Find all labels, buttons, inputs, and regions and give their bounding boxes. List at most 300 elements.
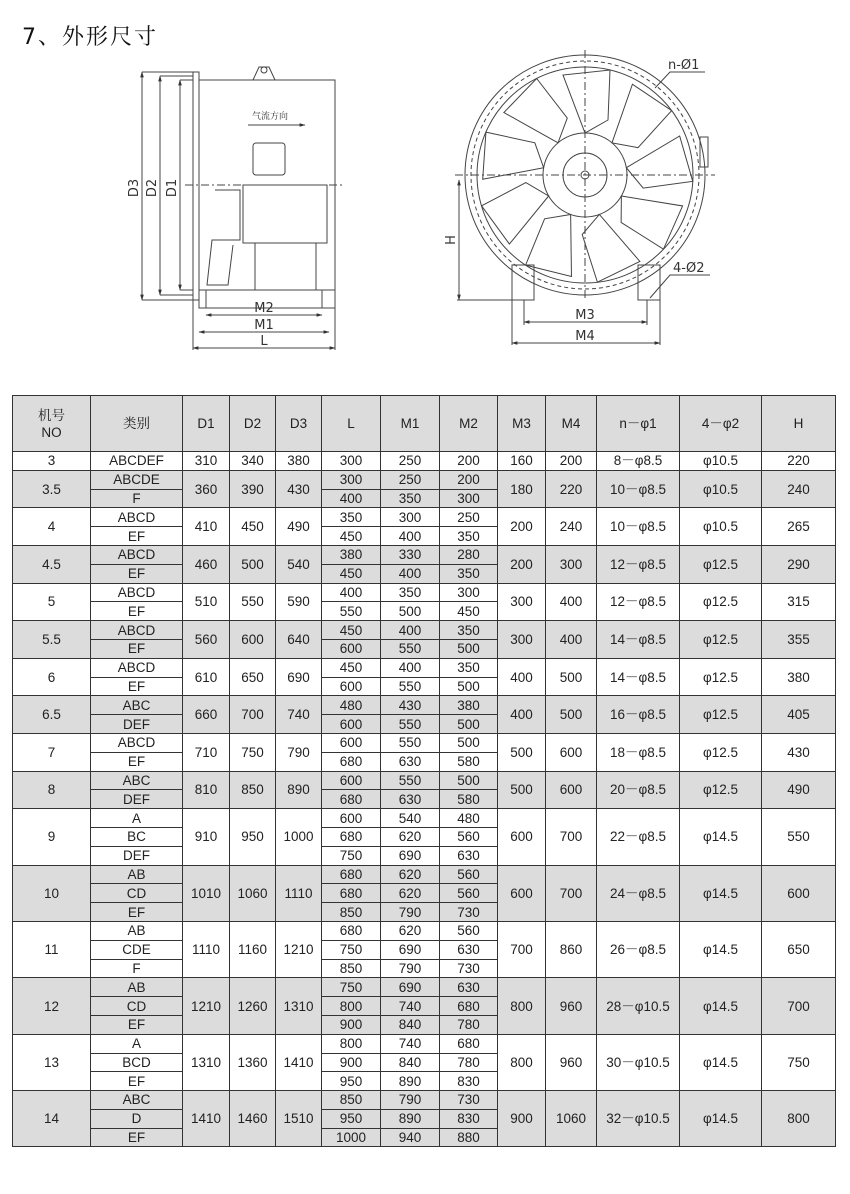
- cell-m1: 550: [381, 771, 440, 790]
- header-d1: D1: [183, 396, 230, 452]
- cell-d2: 1160: [230, 921, 276, 977]
- cell-m1: 840: [381, 1053, 440, 1072]
- cell-l: 480: [322, 696, 381, 715]
- cell-l: 380: [322, 545, 381, 564]
- cell-no: 10: [13, 865, 91, 921]
- front-view: [455, 50, 715, 345]
- cell-l: 450: [322, 621, 381, 640]
- cell-m3: 500: [498, 733, 546, 771]
- cell-d3: 490: [276, 508, 322, 546]
- cell-m2: 280: [440, 545, 498, 564]
- dim-4-phi2: 4-Ø2: [673, 261, 705, 276]
- table-row: [13, 583, 836, 602]
- cell-m3: 800: [498, 978, 546, 1034]
- cell-m1: 550: [381, 639, 440, 658]
- cell-l: 600: [322, 677, 381, 696]
- cell-m2: 780: [440, 1053, 498, 1072]
- cell-type: ABC: [91, 696, 183, 715]
- cell-l: 800: [322, 997, 381, 1016]
- table-row: [13, 1034, 836, 1053]
- dim-d3: D3: [127, 178, 142, 198]
- cell-m1: 620: [381, 921, 440, 940]
- cell-n-phi1: 26－φ8.5: [597, 921, 680, 977]
- cell-m1: 690: [381, 846, 440, 865]
- cell-h: 405: [762, 696, 836, 734]
- cell-d2: 1360: [230, 1034, 276, 1090]
- cell-m1: 630: [381, 790, 440, 809]
- dim-m3: M3: [575, 308, 595, 323]
- cell-l: 850: [322, 903, 381, 922]
- cell-no: 5.5: [13, 621, 91, 659]
- cell-m2: 350: [440, 658, 498, 677]
- table-row: [13, 771, 836, 790]
- cell-4-phi2: φ10.5: [680, 508, 762, 546]
- cell-no: 7: [13, 733, 91, 771]
- cell-m4: 860: [546, 921, 597, 977]
- cell-d2: 1460: [230, 1091, 276, 1147]
- cell-m2: 880: [440, 1128, 498, 1147]
- cell-m2: 630: [440, 978, 498, 997]
- cell-type: ABCD: [91, 545, 183, 564]
- cell-type: ABCDEF: [91, 452, 183, 471]
- cell-m2: 830: [440, 1109, 498, 1128]
- cell-4-phi2: φ10.5: [680, 452, 762, 471]
- table-row: [13, 508, 836, 527]
- cell-no: 3.5: [13, 470, 91, 508]
- cell-n-phi1: 10－φ8.5: [597, 508, 680, 546]
- cell-l: 300: [322, 452, 381, 471]
- cell-d2: 1060: [230, 865, 276, 921]
- cell-d2: 650: [230, 658, 276, 696]
- cell-m3: 400: [498, 696, 546, 734]
- cell-d1: 560: [183, 621, 230, 659]
- cell-type: EF: [91, 1128, 183, 1147]
- cell-m2: 830: [440, 1072, 498, 1091]
- cell-n-phi1: 14－φ8.5: [597, 621, 680, 659]
- cell-type: CD: [91, 997, 183, 1016]
- cell-m2: 560: [440, 865, 498, 884]
- cell-l: 400: [322, 489, 381, 508]
- cell-4-phi2: φ12.5: [680, 545, 762, 583]
- cell-4-phi2: φ14.5: [680, 809, 762, 865]
- cell-l: 800: [322, 1034, 381, 1053]
- cell-l: 750: [322, 940, 381, 959]
- table-row: [13, 658, 836, 677]
- cell-d2: 340: [230, 452, 276, 471]
- cell-m1: 400: [381, 621, 440, 640]
- cell-d3: 1410: [276, 1034, 322, 1090]
- cell-h: 430: [762, 733, 836, 771]
- cell-m1: 250: [381, 452, 440, 471]
- dim-m1: M1: [254, 318, 274, 333]
- cell-type: EF: [91, 903, 183, 922]
- cell-type: AB: [91, 865, 183, 884]
- cell-m2: 300: [440, 583, 498, 602]
- cell-d1: 1110: [183, 921, 230, 977]
- cell-d1: 310: [183, 452, 230, 471]
- cell-m4: 300: [546, 545, 597, 583]
- cell-l: 750: [322, 978, 381, 997]
- cell-l: 550: [322, 602, 381, 621]
- cell-m1: 940: [381, 1128, 440, 1147]
- cell-d1: 610: [183, 658, 230, 696]
- header-type: 类别: [91, 396, 183, 452]
- cell-m1: 350: [381, 489, 440, 508]
- table-row: [13, 733, 836, 752]
- table-body: [13, 452, 836, 1147]
- cell-l: 600: [322, 809, 381, 828]
- cell-m2: 350: [440, 527, 498, 546]
- cell-4-phi2: φ12.5: [680, 733, 762, 771]
- cell-m2: 480: [440, 809, 498, 828]
- cell-l: 850: [322, 959, 381, 978]
- cell-m1: 620: [381, 865, 440, 884]
- cell-m1: 890: [381, 1109, 440, 1128]
- cell-no: 3: [13, 452, 91, 471]
- cell-m2: 680: [440, 997, 498, 1016]
- cell-m1: 690: [381, 978, 440, 997]
- cell-m1: 740: [381, 997, 440, 1016]
- cell-h: 600: [762, 865, 836, 921]
- cell-m4: 500: [546, 696, 597, 734]
- cell-h: 315: [762, 583, 836, 621]
- cell-h: 490: [762, 771, 836, 809]
- cell-m1: 430: [381, 696, 440, 715]
- header-no: 机号 NO: [13, 396, 91, 452]
- cell-n-phi1: 20－φ8.5: [597, 771, 680, 809]
- cell-l: 600: [322, 715, 381, 734]
- cell-n-phi1: 14－φ8.5: [597, 658, 680, 696]
- cell-m2: 580: [440, 752, 498, 771]
- cell-4-phi2: φ14.5: [680, 865, 762, 921]
- cell-n-phi1: 22－φ8.5: [597, 809, 680, 865]
- cell-type: CD: [91, 884, 183, 903]
- cell-m4: 200: [546, 452, 597, 471]
- cell-n-phi1: 10－φ8.5: [597, 470, 680, 508]
- cell-type: ABC: [91, 1091, 183, 1110]
- cell-l: 400: [322, 583, 381, 602]
- cell-m3: 180: [498, 470, 546, 508]
- cell-m2: 560: [440, 884, 498, 903]
- cell-d2: 700: [230, 696, 276, 734]
- cell-n-phi1: 28－φ10.5: [597, 978, 680, 1034]
- cell-type: D: [91, 1109, 183, 1128]
- cell-l: 750: [322, 846, 381, 865]
- dim-m2: M2: [254, 301, 274, 316]
- table-row: [13, 1091, 836, 1110]
- cell-l: 900: [322, 1015, 381, 1034]
- cell-no: 6: [13, 658, 91, 696]
- cell-h: 650: [762, 921, 836, 977]
- dim-h: H: [444, 235, 459, 245]
- table-row: [13, 621, 836, 640]
- cell-l: 680: [322, 827, 381, 846]
- cell-type: F: [91, 489, 183, 508]
- cell-m1: 330: [381, 545, 440, 564]
- cell-l: 680: [322, 790, 381, 809]
- cell-m4: 400: [546, 621, 597, 659]
- cell-n-phi1: 24－φ8.5: [597, 865, 680, 921]
- table-row: [13, 921, 836, 940]
- cell-4-phi2: φ14.5: [680, 1034, 762, 1090]
- table-row: [13, 809, 836, 828]
- cell-m2: 200: [440, 452, 498, 471]
- cell-m3: 700: [498, 921, 546, 977]
- cell-m1: 400: [381, 658, 440, 677]
- cell-type: ABC: [91, 771, 183, 790]
- cell-d3: 1210: [276, 921, 322, 977]
- cell-m2: 350: [440, 564, 498, 583]
- cell-m1: 250: [381, 470, 440, 489]
- cell-4-phi2: φ14.5: [680, 921, 762, 977]
- cell-d2: 390: [230, 470, 276, 508]
- cell-m1: 300: [381, 508, 440, 527]
- cell-d1: 660: [183, 696, 230, 734]
- cell-m4: 600: [546, 771, 597, 809]
- cell-h: 380: [762, 658, 836, 696]
- cell-m3: 200: [498, 508, 546, 546]
- cell-m1: 500: [381, 602, 440, 621]
- cell-type: AB: [91, 921, 183, 940]
- cell-m1: 790: [381, 903, 440, 922]
- table-header-row: [13, 396, 836, 452]
- table-row: [13, 978, 836, 997]
- cell-d3: 640: [276, 621, 322, 659]
- cell-m4: 960: [546, 1034, 597, 1090]
- cell-n-phi1: 12－φ8.5: [597, 583, 680, 621]
- cell-l: 300: [322, 470, 381, 489]
- cell-l: 950: [322, 1109, 381, 1128]
- cell-m4: 700: [546, 865, 597, 921]
- cell-d3: 890: [276, 771, 322, 809]
- cell-m1: 350: [381, 583, 440, 602]
- cell-m2: 630: [440, 940, 498, 959]
- cell-4-phi2: φ14.5: [680, 1091, 762, 1147]
- cell-m2: 500: [440, 715, 498, 734]
- cell-no: 4.5: [13, 545, 91, 583]
- cell-h: 800: [762, 1091, 836, 1147]
- cell-m2: 500: [440, 771, 498, 790]
- cell-no: 12: [13, 978, 91, 1034]
- cell-type: BC: [91, 827, 183, 846]
- cell-d1: 360: [183, 470, 230, 508]
- dim-n-phi1: n-Ø1: [668, 58, 700, 73]
- side-view: [142, 67, 345, 350]
- cell-h: 355: [762, 621, 836, 659]
- cell-m1: 840: [381, 1015, 440, 1034]
- cell-n-phi1: 16－φ8.5: [597, 696, 680, 734]
- cell-m2: 450: [440, 602, 498, 621]
- cell-h: 265: [762, 508, 836, 546]
- cell-l: 850: [322, 1091, 381, 1110]
- cell-m4: 500: [546, 658, 597, 696]
- cell-m3: 160: [498, 452, 546, 471]
- cell-d3: 430: [276, 470, 322, 508]
- cell-m1: 550: [381, 715, 440, 734]
- cell-n-phi1: 18－φ8.5: [597, 733, 680, 771]
- cell-4-phi2: φ12.5: [680, 621, 762, 659]
- table-row: [13, 865, 836, 884]
- cell-m1: 790: [381, 959, 440, 978]
- cell-m1: 620: [381, 827, 440, 846]
- cell-m2: 560: [440, 827, 498, 846]
- cell-m3: 800: [498, 1034, 546, 1090]
- cell-d2: 1260: [230, 978, 276, 1034]
- cell-m3: 200: [498, 545, 546, 583]
- cell-d1: 1210: [183, 978, 230, 1034]
- dimension-table: [12, 395, 836, 1147]
- cell-d1: 1310: [183, 1034, 230, 1090]
- cell-no: 14: [13, 1091, 91, 1147]
- cell-no: 8: [13, 771, 91, 809]
- cell-l: 680: [322, 921, 381, 940]
- cell-d1: 1010: [183, 865, 230, 921]
- header-l: L: [322, 396, 381, 452]
- cell-m2: 630: [440, 846, 498, 865]
- header-h: H: [762, 396, 836, 452]
- cell-m2: 560: [440, 921, 498, 940]
- cell-type: EF: [91, 639, 183, 658]
- cell-m3: 600: [498, 809, 546, 865]
- cell-d3: 1000: [276, 809, 322, 865]
- cell-m3: 300: [498, 583, 546, 621]
- cell-l: 600: [322, 733, 381, 752]
- cell-type: CDE: [91, 940, 183, 959]
- cell-d3: 1310: [276, 978, 322, 1034]
- cell-m1: 740: [381, 1034, 440, 1053]
- cell-m2: 780: [440, 1015, 498, 1034]
- cell-d1: 810: [183, 771, 230, 809]
- cell-m2: 730: [440, 959, 498, 978]
- cell-d2: 450: [230, 508, 276, 546]
- cell-d3: 1510: [276, 1091, 322, 1147]
- cell-type: DEF: [91, 715, 183, 734]
- cell-h: 550: [762, 809, 836, 865]
- cell-m1: 400: [381, 527, 440, 546]
- cell-m2: 500: [440, 733, 498, 752]
- cell-m2: 250: [440, 508, 498, 527]
- cell-m4: 1060: [546, 1091, 597, 1147]
- cell-m1: 790: [381, 1091, 440, 1110]
- cell-m4: 600: [546, 733, 597, 771]
- table-row: [13, 545, 836, 564]
- cell-type: EF: [91, 677, 183, 696]
- cell-l: 950: [322, 1072, 381, 1091]
- cell-type: AB: [91, 978, 183, 997]
- header-n-phi1: n－φ1: [597, 396, 680, 452]
- cell-m3: 400: [498, 658, 546, 696]
- cell-l: 450: [322, 564, 381, 583]
- cell-d3: 380: [276, 452, 322, 471]
- cell-d2: 850: [230, 771, 276, 809]
- cell-l: 1000: [322, 1128, 381, 1147]
- cell-m1: 550: [381, 677, 440, 696]
- cell-d1: 510: [183, 583, 230, 621]
- cell-d3: 590: [276, 583, 322, 621]
- cell-no: 9: [13, 809, 91, 865]
- cell-l: 600: [322, 639, 381, 658]
- cell-m4: 400: [546, 583, 597, 621]
- table-row: [13, 470, 836, 489]
- cell-type: EF: [91, 1072, 183, 1091]
- cell-d1: 410: [183, 508, 230, 546]
- cell-l: 450: [322, 527, 381, 546]
- header-m3: M3: [498, 396, 546, 452]
- cell-d1: 1410: [183, 1091, 230, 1147]
- cell-m3: 300: [498, 621, 546, 659]
- cell-m2: 380: [440, 696, 498, 715]
- cell-m1: 400: [381, 564, 440, 583]
- cell-m2: 200: [440, 470, 498, 489]
- cell-m1: 890: [381, 1072, 440, 1091]
- cell-l: 450: [322, 658, 381, 677]
- cell-l: 680: [322, 865, 381, 884]
- cell-type: DEF: [91, 846, 183, 865]
- cell-type: EF: [91, 1015, 183, 1034]
- cell-type: DEF: [91, 790, 183, 809]
- cell-type: ABCD: [91, 658, 183, 677]
- cell-l: 600: [322, 771, 381, 790]
- cell-d1: 710: [183, 733, 230, 771]
- cell-type: EF: [91, 564, 183, 583]
- cell-type: ABCD: [91, 583, 183, 602]
- cell-m2: 300: [440, 489, 498, 508]
- cell-type: ABCD: [91, 508, 183, 527]
- cell-no: 6.5: [13, 696, 91, 734]
- header-m1: M1: [381, 396, 440, 452]
- cell-no: 11: [13, 921, 91, 977]
- cell-m1: 690: [381, 940, 440, 959]
- cell-d3: 690: [276, 658, 322, 696]
- cell-d3: 1110: [276, 865, 322, 921]
- cell-m3: 500: [498, 771, 546, 809]
- cell-m2: 580: [440, 790, 498, 809]
- cell-no: 5: [13, 583, 91, 621]
- cell-n-phi1: 32－φ10.5: [597, 1091, 680, 1147]
- cell-l: 680: [322, 884, 381, 903]
- table-row: [13, 696, 836, 715]
- cell-m2: 350: [440, 621, 498, 640]
- cell-4-phi2: φ12.5: [680, 658, 762, 696]
- cell-m2: 500: [440, 677, 498, 696]
- cell-l: 680: [322, 752, 381, 771]
- dim-d1: D1: [165, 178, 180, 198]
- cell-m1: 630: [381, 752, 440, 771]
- header-4-phi2: 4－φ2: [680, 396, 762, 452]
- header-m4: M4: [546, 396, 597, 452]
- cell-d1: 910: [183, 809, 230, 865]
- cell-type: A: [91, 809, 183, 828]
- cell-type: EF: [91, 752, 183, 771]
- cell-m2: 730: [440, 1091, 498, 1110]
- cell-4-phi2: φ12.5: [680, 583, 762, 621]
- cell-m1: 550: [381, 733, 440, 752]
- cell-h: 220: [762, 452, 836, 471]
- cell-m2: 500: [440, 639, 498, 658]
- cell-d2: 950: [230, 809, 276, 865]
- cell-type: F: [91, 959, 183, 978]
- cell-no: 13: [13, 1034, 91, 1090]
- cell-h: 240: [762, 470, 836, 508]
- cell-type: ABCDE: [91, 470, 183, 489]
- cell-4-phi2: φ14.5: [680, 978, 762, 1034]
- cell-m3: 900: [498, 1091, 546, 1147]
- cell-d1: 460: [183, 545, 230, 583]
- cell-d2: 500: [230, 545, 276, 583]
- header-d3: D3: [276, 396, 322, 452]
- cell-m1: 540: [381, 809, 440, 828]
- cell-d3: 790: [276, 733, 322, 771]
